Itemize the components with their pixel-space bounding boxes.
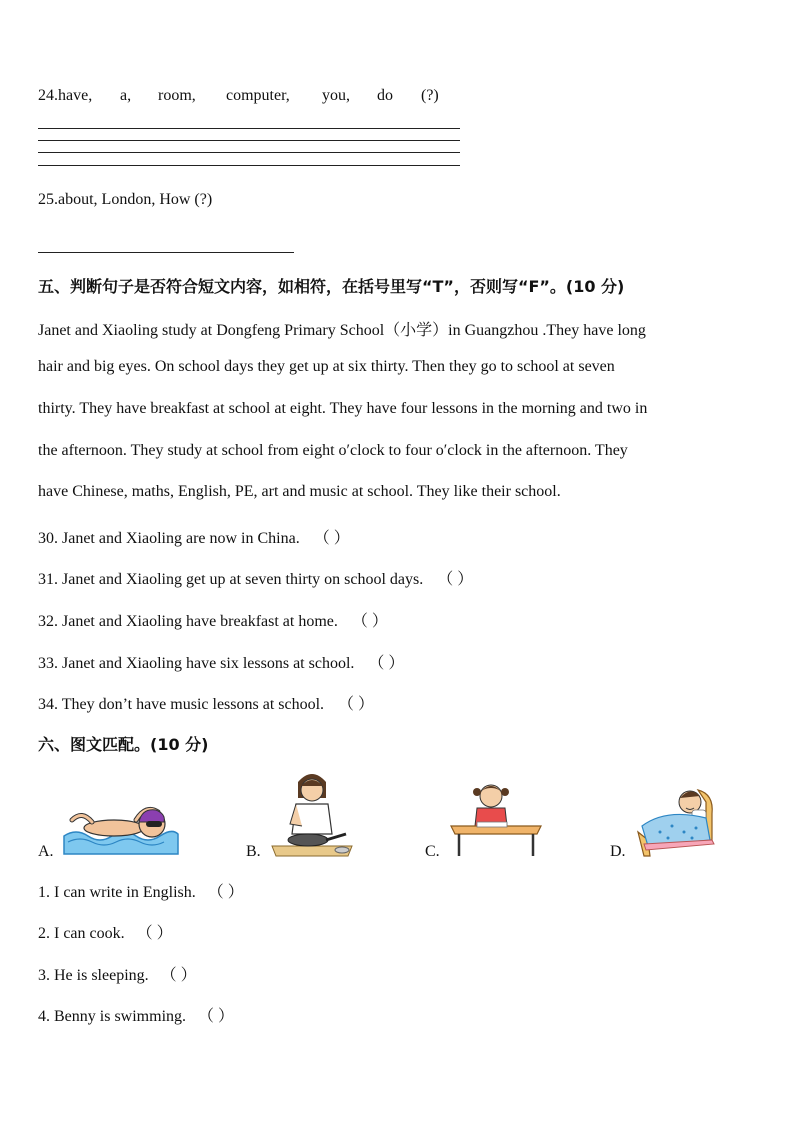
answer-blank[interactable]: （ ） [313,530,350,547]
question-text: 30. Janet and Xiaoling are now in China. [38,530,300,547]
answer-line[interactable] [38,140,460,141]
answer-line[interactable] [38,152,460,153]
match-question-2 [38,920,173,943]
question-text: 4. Benny is swimming. [38,1008,187,1025]
passage-line: the afternoon. They study at school from eight o′clock to four o′clock in the afternoon. They [38,442,628,459]
section-6-heading: 六、图文匹配。(10 分) [38,735,209,754]
passage-line: hair and big eyes. On school days they get up at six thirty. Then they go to school at seven [38,358,615,375]
q24-number: 24. [38,87,58,104]
match-question-3 [38,962,197,985]
answer-blank[interactable]: （ ） [136,925,173,942]
answer-blank[interactable]: （ ） [207,884,244,901]
picture-letter-c: C. [425,843,440,860]
question-text: 33. Janet and Xiaoling have six lessons at school. [38,655,355,672]
question-text: 32. Janet and Xiaoling have breakfast at home. [38,613,338,630]
q24-word: do [377,87,393,104]
picture-letter-b: B. [246,843,261,860]
answer-line[interactable] [38,252,294,253]
question-24 [38,87,439,105]
q24-word: you, [322,87,350,104]
question-text: 1. I can write in English. [38,884,196,901]
q24-word: room, [158,87,196,104]
question-25: 25.about, London, How (?) [38,191,213,208]
q24-word: (?) [421,87,439,104]
answer-blank[interactable]: （ ） [351,613,388,630]
match-question-4 [38,1003,234,1026]
passage-line: thirty. They have breakfast at school at eight. They have four lessons in the morning and two in [38,400,648,417]
swimming-boy-icon [62,790,180,856]
q24-word: have, [58,87,93,104]
passage-line: Janet and Xiaoling study at Dongfeng Primary School（小学）in Guangzhou .They have long [38,322,646,339]
cooking-girl-icon [268,768,356,858]
picture-letter-d: D. [610,843,626,860]
question-33 [38,650,404,673]
answer-blank[interactable]: （ ） [368,655,405,672]
question-32 [38,608,388,631]
answer-line[interactable] [38,128,460,129]
question-30 [38,525,350,548]
picture-letter-a: A. [38,843,54,860]
answer-blank[interactable]: （ ） [437,571,474,588]
answer-line[interactable] [38,165,460,166]
section-5-heading: 五、判断句子是否符合短文内容，如相符，在括号里写“T”，否则写“F”。(10 分) [38,277,625,296]
match-question-1 [38,879,244,902]
question-text: 2. I can cook. [38,925,125,942]
q24-word: a, [120,87,132,104]
question-text: 3. He is sleeping. [38,967,149,984]
question-text: 34. They don’t have music lessons at school. [38,696,325,713]
passage-line: have Chinese, maths, English, PE, art and music at school. They like their school. [38,483,561,500]
answer-blank[interactable]: （ ） [198,1008,235,1025]
answer-blank[interactable]: （ ） [160,967,197,984]
answer-blank[interactable]: （ ） [338,696,375,713]
question-text: 31. Janet and Xiaoling get up at seven thirty on school days. [38,571,424,588]
writing-girl-icon [447,782,545,858]
sleeping-boy-icon [636,784,720,858]
question-34 [38,691,374,714]
question-31 [38,566,473,589]
q24-word: computer, [226,87,290,104]
